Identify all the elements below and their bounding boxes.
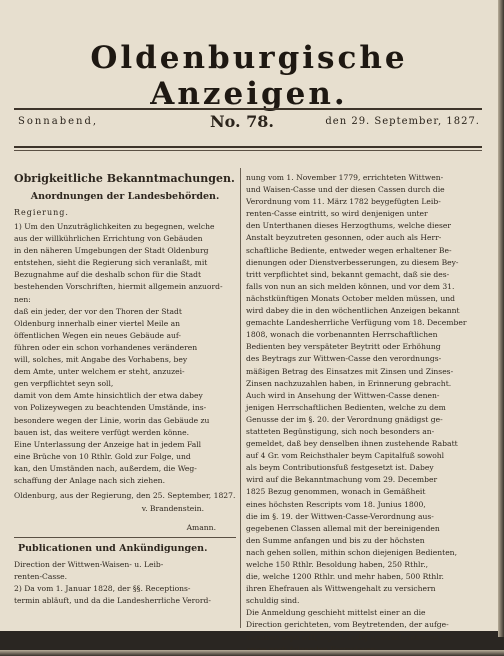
body-line: Oldenburg innerhalb einer viertel Meile an (14, 318, 181, 328)
masthead-title: Oldenburgische Anzeigen. (90, 40, 408, 112)
body-line: den Unterthanen dieses Herzogthums, welche dieser (246, 221, 451, 231)
body-line: nen: (14, 294, 31, 304)
body-line: gegebenen Classen allemal mit der bereinigenden (246, 523, 440, 533)
dateline-day: Sonnabend, (18, 116, 99, 127)
body-line: Direction gerichteten, vom Beytretenden, der aufge- (246, 620, 449, 630)
body-line: bestehenden Vorschriften, hiermit allgemein anzuord- (14, 282, 223, 292)
dateline-rule-top (14, 146, 482, 148)
signature-place: Oldenburg, aus der Regierung, den 25. September, 1827. (14, 491, 236, 501)
body-line: schaffung der Anlage nach sich ziehen. (14, 475, 165, 485)
body-line: Bezugnahme auf die deshalb schon für die Stadt (14, 270, 202, 280)
body-line: nächstkünftigen Monats October melden müssen, und (246, 293, 455, 303)
signature-name: v. Brandenstein. (141, 504, 204, 514)
body-line: aus der willkührlichen Errichtung von Gebäuden (14, 234, 203, 244)
body-line: damit von dem Amte hinsichtlich der etwa dabey (14, 391, 203, 401)
body-line: gemeldet, daß bey denselben ihnen zustehende Rabatt (246, 439, 458, 449)
body-line: Verordnung vom 11. März 1782 beygefügten Leib- (246, 197, 441, 207)
body-line: renten-Casse eintritt, so wird denjenigen unter (246, 209, 428, 219)
body-line: nach gehen sollen, mithin schon diejenigen Bedienten, (246, 547, 457, 557)
body-line: Die Anmeldung geschieht mittelst einer an die (246, 608, 426, 618)
body-line: falls von nun an sich melden können, und vor dem 31. (246, 281, 455, 291)
publications-title: Publicationen und Ankündigungen. (18, 543, 208, 555)
body-line: 2) Da vom 1. Januar 1828, der §§. Receptions- (14, 584, 191, 594)
body-line: mäßigen Betrag des Einsatzes mit Zinsen und Zinses- (246, 366, 454, 376)
body-line: besondere wegen der Linie, worin das Gebäude zu (14, 415, 210, 425)
body-line: führen oder ein schon vorhandenes veränderen (14, 342, 198, 352)
subsection-title: Anordnungen der Landesbehörden. (30, 191, 220, 202)
body-line: ihren Ehefrauen als Wittwengehalt zu versichern (246, 584, 436, 594)
body-line: als beym Contributionsfuß festgesetzt ist. Dabey (246, 463, 434, 473)
body-line: statteten Begünstigung, sich noch besonders an- (246, 426, 435, 436)
body-line: 1825 Bezug genommen, wonach in Gemäßheit (246, 487, 426, 497)
body-line: daß ein jeder, der vor den Thoren der Stadt (14, 306, 182, 316)
dateline (14, 112, 486, 134)
body-line: will, solches, mit Angabe des Vorhabens, bey (14, 355, 188, 365)
body-line: 1) Um den Unzuträglichkeiten zu begegnen, welche (14, 222, 215, 231)
body-line: Zinsen nachzuzahlen haben, in Erinnerung gebracht. (246, 378, 452, 388)
body-line: jenigen Herrschaftlichen Bedienten, welche zu dem (246, 402, 446, 412)
page-spine-edge (498, 0, 504, 637)
body-line: den Summe anfangen und bis zu der höchsten (246, 535, 425, 545)
signature-amt: Amann. (186, 523, 216, 533)
body-line: und Waisen-Casse und der diesen Cassen durch die (246, 185, 445, 195)
section-title: Obrigkeitliche Bekanntmachungen. (14, 172, 235, 185)
body-line: 1808, wonach die vorbenannten Herrschaftlichen (246, 330, 438, 340)
body-line: gemachte Landesherrliche Verfügung vom 18. December (246, 318, 467, 328)
masthead-rule (14, 108, 482, 110)
body-line: des Beytrags zur Wittwen-Casse den verordnungs- (246, 354, 442, 364)
body-line: nommen seyn will, eigenhändig unterschriebenen An- (246, 632, 454, 642)
body-line: schuldig sind. (246, 596, 300, 606)
body-line: eines höchsten Rescripts vom 18. Junius 1800, (246, 499, 426, 509)
body-line: termin abläuft, und da die Landesherrliche Verord- (14, 596, 211, 606)
body-line: Auch wird in Ansehung der Wittwen-Casse denen- (246, 390, 440, 400)
body-line: Genusse der im §. 20. der Verordnung gnädigst ge- (246, 414, 443, 424)
body-line: auf 4 Gr. vom Reichsthaler beym Capitalfuß sowohl (246, 451, 445, 461)
authority-heading: Regierung. (14, 208, 69, 217)
body-line: gen verpflichtet seyn soll, (14, 379, 114, 389)
body-line: Anstalt beyzutreten gesonnen, oder auch als Herr- (246, 233, 442, 243)
issue-number: No. 78. (210, 112, 274, 131)
body-line: Bedienten bey verspäteter Beytritt oder Erhöhung (246, 342, 441, 352)
body-line: schaftliche Bediente, entweder wegen erhaltener Be- (246, 245, 452, 255)
dateline-rule-bottom (14, 150, 482, 151)
body-line: kan, den Umständen nach, außerdem, die Weg- (14, 463, 197, 473)
right-column (246, 172, 478, 656)
body-line: in den näheren Umgebungen der Stadt Oldenburg (14, 246, 209, 256)
body-line: die, welche 1200 Rthlr. und mehr haben, 500 Rthlr. (246, 572, 444, 582)
direction-heading: renten-Casse. (14, 572, 68, 582)
left-column (14, 172, 236, 607)
body-line: nung vom 1. November 1779, errichteten Wittwen- (246, 173, 444, 182)
body-line: wird auf die Bekanntmachung vom 29. December (246, 475, 438, 485)
direction-heading: Direction der Wittwen-Waisen- u. Leib- (14, 560, 164, 570)
body-line: öffentlichen Wegen ein neues Gebäude auf- (14, 330, 181, 340)
body-line: dem Amte, unter welchem er steht, anzuzei- (14, 367, 185, 377)
section-divider (14, 537, 236, 538)
body-line: welche 150 Rthlr. Besoldung haben, 250 Rthlr., (246, 560, 429, 569)
column-divider (240, 168, 241, 628)
body-line: bauen ist, das weitere verfügt werden könne. (14, 427, 190, 437)
body-line: dienungen oder Dienstverbesserungen, zu diesem Bey- (246, 257, 459, 267)
body-line: eine Brüche von 10 Rthlr. Gold zur Folge, und (14, 451, 191, 461)
body-line: die im §. 19. der Wittwen-Casse-Verordnung aus- (246, 511, 434, 521)
body-line: Eine Unterlassung der Anzeige hat in jedem Fall (14, 439, 202, 449)
body-line: wird dabey die in den wöchentlichen Anzeigen bekannt (246, 306, 460, 316)
body-line: entstehen, sieht die Regierung sich veranlaßt, mit (14, 258, 208, 268)
issue-date: den 29. September, 1827. (325, 116, 480, 127)
body-line: von Polizeywegen zu beachtenden Umstände, ins- (14, 403, 207, 413)
body-line: tritt verpflichtet sind, bekannt gemacht, daß sie des- (246, 269, 450, 279)
page-bottom-edge (0, 650, 504, 656)
